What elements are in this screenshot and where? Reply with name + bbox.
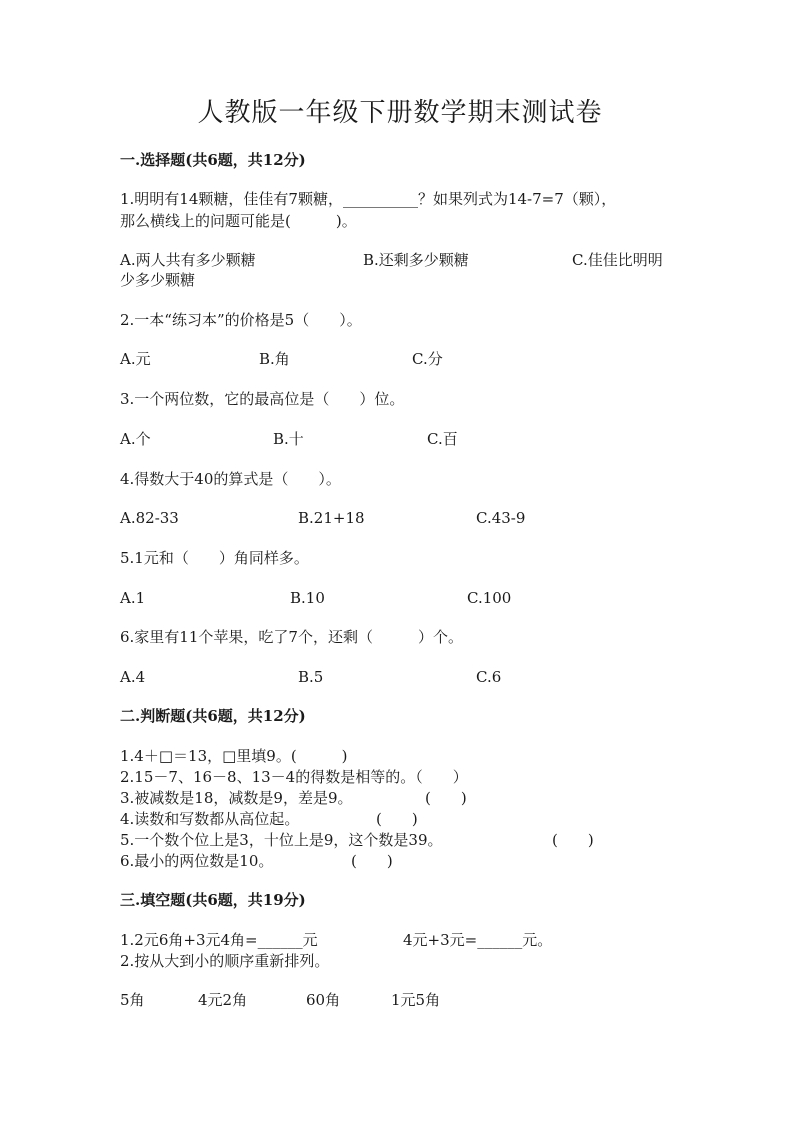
judgment-item-6-bracket: ( ): [351, 852, 393, 870]
question-1-option-c: C.佳佳比明明: [572, 251, 663, 269]
question-3-option-a: A.个: [120, 430, 151, 448]
question-3-option-b: B.十: [273, 430, 304, 448]
question-3-option-c: C.百: [427, 430, 458, 448]
question-1-option-a: A.两人共有多少颗糖: [120, 251, 256, 269]
fill-question-2: 2.按从大到小的顺序重新排列。: [120, 952, 330, 970]
exam-title: 人教版一年级下册数学期末测试卷: [197, 98, 603, 128]
question-5-option-b: B.10: [290, 589, 325, 607]
question-1-line-1: 1.明明有14颗糖，佳佳有7颗糖，__________？如果列式为14-7=7（颗），: [120, 190, 617, 208]
judgment-item-3-bracket: ( ): [425, 789, 467, 807]
question-6-option-b: B.5: [298, 668, 324, 686]
question-6: 6.家里有11个苹果，吃了7个，还剩（ ）个。: [120, 628, 463, 646]
question-1-option-b: B.还剩多少颗糖: [363, 251, 469, 269]
section-heading-judgment: 二.判断题(共6题，共12分): [120, 707, 306, 725]
fill-value-1: 5角: [120, 991, 145, 1009]
fill-question-1-left: 1.2元6角+3元4角=______元: [120, 931, 318, 949]
question-2-option-a: A.元: [120, 350, 151, 368]
question-5-option-a: A.1: [120, 589, 146, 607]
fill-question-1-right: 4元+3元=______元。: [403, 931, 553, 949]
section-heading-fill: 三.填空题(共6题，共19分): [120, 891, 306, 909]
question-6-option-a: A.4: [120, 668, 146, 686]
judgment-item-5: 5.一个数个位上是3，十位上是9，这个数是39。: [120, 831, 443, 849]
question-2-option-c: C.分: [412, 350, 443, 368]
question-4-option-a: A.82-33: [120, 509, 179, 527]
judgment-item-6: 6.最小的两位数是10。: [120, 852, 274, 870]
question-3: 3.一个两位数，它的最高位是（ ）位。: [120, 390, 405, 408]
question-1-option-c-cont: 少多少颗糖: [120, 271, 196, 289]
judgment-item-1: 1.4＋□＝13，□里填9。( ): [120, 747, 348, 765]
section-heading-choice: 一.选择题(共6题，共12分): [120, 151, 306, 169]
question-4: 4.得数大于40的算式是（ ）。: [120, 470, 341, 488]
judgment-item-3: 3.被减数是18，减数是9，差是9。: [120, 789, 353, 807]
judgment-item-2: 2.15－7、16－8、13－4的得数是相等的。（ ）: [120, 768, 468, 786]
fill-value-4: 1元5角: [391, 991, 441, 1009]
fill-value-3: 60角: [306, 991, 341, 1009]
question-6-option-c: C.6: [476, 668, 502, 686]
question-4-option-b: B.21+18: [298, 509, 365, 527]
judgment-item-5-bracket: ( ): [552, 831, 594, 849]
question-2: 2.一本“练习本”的价格是5（ ）。: [120, 311, 362, 329]
question-1-line-2: 那么横线上的问题可能是( )。: [120, 212, 357, 230]
judgment-item-4: 4.读数和写数都从高位起。: [120, 810, 300, 828]
fill-value-2: 4元2角: [198, 991, 248, 1009]
judgment-item-4-bracket: ( ): [376, 810, 418, 828]
question-5: 5.1元和（ ）角同样多。: [120, 549, 309, 567]
question-4-option-c: C.43-9: [476, 509, 526, 527]
question-5-option-c: C.100: [467, 589, 512, 607]
question-2-option-b: B.角: [259, 350, 290, 368]
